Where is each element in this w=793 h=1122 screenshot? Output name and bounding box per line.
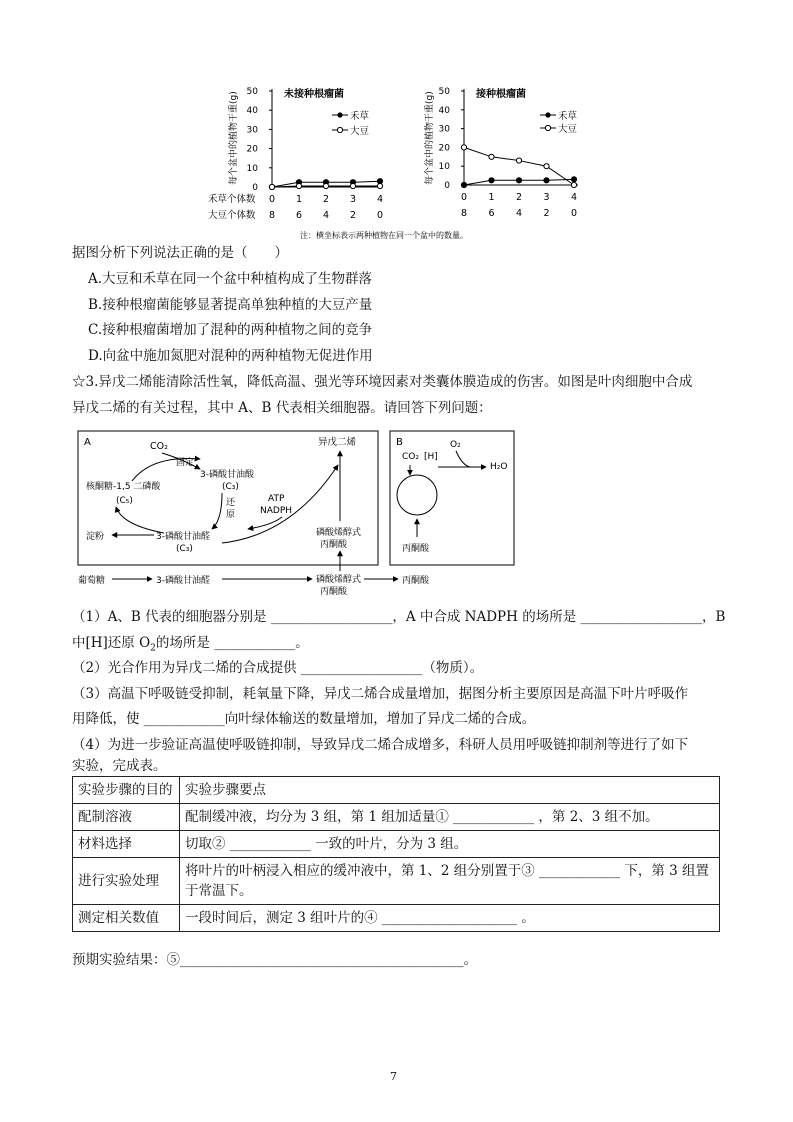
left-xtick-label: 0	[268, 194, 276, 205]
table-cell: 一段时间后，测定 3 组叶片的④ ____________________ 。	[180, 905, 720, 932]
table-row	[73, 858, 720, 905]
table-row	[73, 831, 720, 858]
right-chart-title: 接种根瘤菌	[476, 89, 526, 100]
right-xtick2-label: 0	[570, 208, 578, 219]
right-chart-ylabel: 每个盆中的植物干重(g)	[425, 91, 435, 185]
table-header-steps: 实验步骤要点	[180, 777, 720, 804]
right-xtick2-label: 8	[460, 208, 468, 219]
o2-label: O₂	[450, 440, 461, 450]
pep-label-bottom-2: 丙酮酸	[320, 587, 348, 597]
left-xtick-label: 1	[295, 194, 303, 205]
right-point-grass	[489, 178, 494, 183]
table-cell: 配制溶液	[73, 804, 180, 831]
q3-part1-line1: （1）A、B 代表的细胞器分别是 __________________，A 中合成 NADPH 的场所是 __________________，B	[72, 609, 726, 625]
co2-label-b: CO₂	[402, 452, 419, 462]
fixation-label: 固定	[176, 458, 195, 468]
table-row	[73, 804, 720, 831]
h2o-label: H₂O	[490, 462, 508, 472]
q3-part4-line2: 实验，完成表。	[72, 758, 167, 774]
right-point-soybean	[489, 154, 494, 159]
left-xtick2-label: 0	[376, 210, 384, 221]
right-xtick2-label: 4	[515, 208, 523, 219]
chart-figure	[200, 75, 600, 245]
chart-note: 注：横坐标表示两种植物在同一个盆中的数量。	[300, 231, 468, 240]
question-stem: 据图分析下列说法正确的是（ ）	[72, 245, 288, 261]
left-xtick2-label: 4	[322, 210, 330, 221]
rubp-label: 核酮糖-1,5 二磷酸	[86, 482, 161, 492]
page-number: 7	[390, 1070, 397, 1083]
isoprene-label: 异戊二烯	[318, 437, 357, 448]
table-row	[73, 777, 720, 804]
table-cell: 测定相关数值	[73, 905, 180, 932]
left-legend-grass: 禾草	[350, 111, 370, 122]
c3-label-top: (C₃)	[222, 482, 239, 492]
right-point-soybean	[461, 145, 466, 150]
left-chart	[208, 87, 383, 221]
q3-part3-line1: （3）高温下呼吸链受抑制，耗氧量下降，异戊二烯合成量增加，据图分析主要原因是高温下叶片呼吸作	[72, 686, 689, 702]
table-header-purpose: 实验步骤的目的	[73, 777, 180, 804]
left-xtick-label: 3	[349, 194, 357, 205]
right-legend	[540, 110, 578, 135]
table-cell: 进行实验处理	[73, 858, 180, 905]
reduce-label-2: 原	[226, 510, 236, 520]
g3p-label: 3-磷酸甘油醛	[156, 532, 210, 542]
expected-result: 预期实验结果：⑤__________________________________________。	[72, 952, 477, 968]
q3-part1-line2-a: 中[H]还原 O	[72, 635, 151, 651]
nadph-label: NADPH	[260, 506, 293, 516]
left-ytick-label: 40	[246, 106, 258, 117]
right-ytick-label: 50	[438, 87, 450, 97]
right-ytick-label: 40	[438, 105, 450, 116]
left-xtick2-label: 8	[268, 210, 276, 221]
table-cell: 将叶片的叶柄浸入相应的缓冲液中，第 1、2 组分别置于③ ____________ 下，第 3 组置于常温下。	[180, 858, 720, 905]
c3-label-bottom: (C₃)	[176, 544, 193, 554]
right-point-soybean	[516, 158, 521, 163]
label-b: B	[396, 437, 403, 448]
c5-label: (C₅)	[116, 496, 133, 506]
table-row	[73, 905, 720, 932]
right-ytick-label: 20	[438, 143, 450, 154]
left-ytick-label: 0	[252, 183, 258, 193]
right-point-soybean	[544, 164, 549, 169]
right-point-grass	[544, 178, 549, 183]
right-xtick2-label: 6	[488, 208, 495, 219]
left-ytick-label: 10	[246, 163, 258, 174]
atp-label: ATP	[268, 494, 285, 504]
right-xtick-label: 1	[488, 192, 495, 203]
q3-part1-line2-b: 的场所是 ____________。	[155, 635, 309, 651]
right-chart	[423, 87, 578, 219]
left-chart-ylabel: 每个盆中的植物干重(g)	[229, 91, 239, 185]
right-point-grass	[516, 178, 521, 183]
pathway-diagram	[72, 425, 522, 600]
left-ytick-label: 30	[246, 125, 258, 136]
q3-stem-line1: ☆3.异戊二烯能清除活性氧，降低高温、强光等环境因素对类囊体膜造成的伤害。如图是叶肉细胞中合成	[72, 374, 693, 390]
q3-part3-line2: 用降低，使 ____________向叶绿体输送的数量增加，增加了异戊二烯的合成。	[72, 711, 536, 727]
option-a: A.大豆和禾草在同一个盆中种植构成了生物群落	[88, 271, 373, 287]
left-legend-soybean: 大豆	[350, 126, 370, 137]
left-xtick2-label: 6	[295, 210, 303, 221]
right-ytick-label: 10	[438, 162, 450, 173]
right-point-grass	[571, 177, 576, 182]
left-point-soybean	[323, 183, 328, 188]
option-b: B.接种根瘤菌能够显著提高单独种植的大豆产量	[88, 297, 373, 313]
reduce-label-1: 还	[226, 498, 236, 508]
left-xtick2-label: 2	[349, 210, 357, 221]
right-point-grass	[461, 182, 466, 187]
q3-part2: （2）光合作用为异戊二烯的合成提供 __________________（物质）。	[72, 660, 484, 676]
left-chart-title: 未接种根瘤菌	[284, 89, 344, 100]
h-label: [H]	[424, 452, 438, 462]
pep-label: 磷酸烯醇式	[316, 528, 362, 538]
table-cell: 材料选择	[73, 831, 180, 858]
co2-label: CO₂	[150, 441, 168, 452]
left-point-soybean	[269, 184, 274, 189]
left-xtick-label: 2	[322, 194, 330, 205]
starch-label: 淀粉	[86, 532, 105, 542]
q3-part4-line1: （4）为进一步验证高温使呼吸链抑制，导致异戊二烯合成增多，科研人员用呼吸链抑制剂等进行了如下	[72, 737, 689, 753]
right-legend-soybean: 大豆	[558, 124, 578, 135]
right-ytick-label: 30	[438, 124, 450, 135]
right-xtick-label: 0	[460, 192, 468, 203]
option-c: C.接种根瘤菌增加了混种的两种植物之间的竞争	[88, 322, 373, 338]
q3-stem-line2: 异戊二烯的有关过程，其中 A、B 代表相关细胞器。请回答下列问题：	[72, 400, 492, 416]
right-legend-grass: 禾草	[558, 111, 578, 122]
left-ytick-label: 20	[246, 144, 258, 155]
row-label-grass: 禾草个体数	[208, 194, 256, 205]
pyruvate-label-b: 丙酮酸	[402, 544, 430, 554]
glucose-label: 葡萄糖	[78, 576, 106, 586]
pyruvate-label-bottom: 丙酮酸	[402, 576, 430, 586]
right-xtick-label: 4	[570, 192, 578, 203]
row-label-soybean: 大豆个体数	[208, 210, 256, 221]
right-xtick-label: 2	[515, 192, 523, 203]
pep-label-bottom: 磷酸烯醇式	[316, 575, 362, 585]
option-d: D.向盆中施加氮肥对混种的两种植物无促进作用	[88, 348, 373, 364]
left-xtick-label: 4	[376, 194, 384, 205]
left-point-soybean	[350, 183, 355, 188]
experiment-table	[72, 776, 720, 932]
table-cell: 配制缓冲液，均分为 3 组，第 1 组加适量① ____________ ，第 2、3 组不加。	[180, 804, 720, 831]
right-xtick2-label: 2	[543, 208, 550, 219]
left-point-soybean	[296, 183, 301, 188]
table-cell: 切取② ____________ 一致的叶片，分为 3 组。	[180, 831, 720, 858]
label-a: A	[84, 437, 91, 448]
pep-label-2: 丙酮酸	[320, 540, 348, 550]
q3-part1-line2: 中[H]还原 $O_2$的场所是 ____________。	[72, 635, 309, 654]
right-xtick-label: 3	[543, 192, 550, 203]
left-point-soybean	[377, 183, 382, 188]
right-ytick-label: 0	[444, 181, 450, 191]
left-legend	[332, 110, 370, 137]
right-point-soybean	[571, 182, 576, 187]
pga-label: 3-磷酸甘油酸	[200, 470, 254, 480]
left-ytick-label: 50	[246, 87, 258, 97]
g3p-label-bottom: 3-磷酸甘油醛	[156, 576, 210, 586]
